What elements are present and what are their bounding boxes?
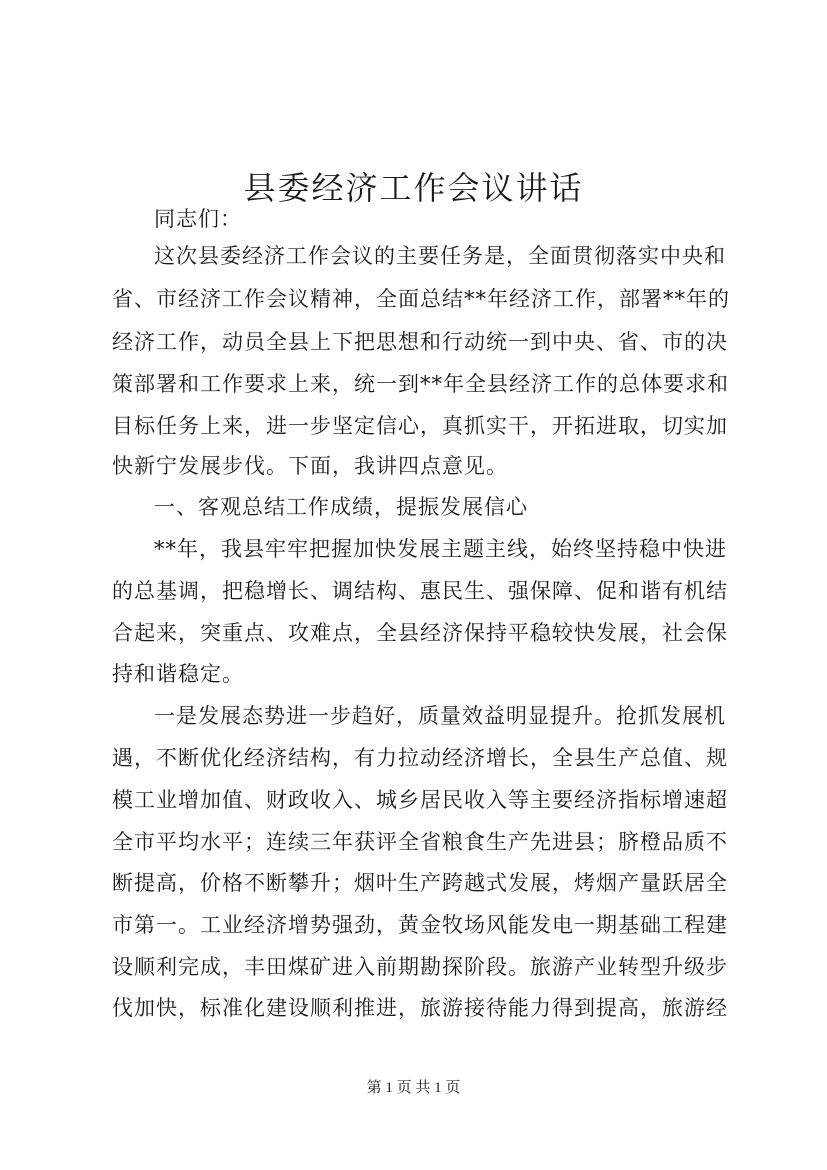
paragraph-line: 目标任务上来，进一步坚定信心，真抓实干，开拓进取，切实加 bbox=[112, 414, 728, 438]
paragraph-line: 合起来，突重点、攻难点，全县经济保持平稳较快发展，社会保 bbox=[112, 621, 728, 645]
paragraph-line: 设顺利完成，丰田煤矿进入前期勘探阶段。旅游产业转型升级步 bbox=[112, 955, 728, 979]
paragraph-line: 模工业增加值、财政收入、城乡居民收入等主要经济指标增速超 bbox=[112, 788, 728, 812]
paragraph-line: 省、市经济工作会议精神，全面总结**年经济工作，部署**年的 bbox=[112, 287, 730, 311]
paragraph-line: 一是发展态势进一步趋好，质量效益明显提升。抢抓发展机 bbox=[154, 704, 726, 728]
paragraph-line: 遇，不断优化经济结构，有力拉动经济增长，全县生产总值、规 bbox=[112, 746, 728, 770]
page-footer: 第 1 页 共 1 页 bbox=[366, 1080, 461, 1096]
paragraph-line: 市第一。工业经济增势强劲，黄金牧场风能发电一期基础工程建 bbox=[112, 913, 728, 937]
paragraph-line: **年，我县牢牢把握加快发展主题主线，始终坚持稳中快进 bbox=[154, 537, 727, 561]
paragraph-line: 的总基调，把稳增长、调结构、惠民生、强保障、促和谐有机结 bbox=[112, 579, 728, 603]
salutation: 同志们： bbox=[154, 207, 242, 231]
paragraph-line: 伐加快，标准化建设顺利推进，旅游接待能力得到提高，旅游经 bbox=[112, 996, 728, 1020]
paragraph-line: 这次县委经济工作会议的主要任务是，全面贯彻落实中央和 bbox=[154, 244, 726, 268]
paragraph-line: 断提高，价格不断攀升；烟叶生产跨越式发展，烤烟产量跃居全 bbox=[112, 871, 728, 895]
paragraph-line: 经济工作，动员全县上下把思想和行动统一到中央、省、市的决 bbox=[112, 330, 728, 354]
section-heading: 一、客观总结工作成绩，提振发展信心 bbox=[154, 495, 528, 519]
document-title: 县委经济工作会议讲话 bbox=[243, 169, 584, 208]
paragraph-line: 持和谐稳定。 bbox=[112, 662, 244, 686]
paragraph-line: 全市平均水平；连续三年获评全省粮食生产先进县；脐橙品质不 bbox=[112, 830, 728, 854]
paragraph-line: 快新宁发展步伐。下面，我讲四点意见。 bbox=[112, 454, 508, 478]
paragraph-line: 策部署和工作要求上来，统一到**年全县经济工作的总体要求和 bbox=[112, 372, 729, 396]
